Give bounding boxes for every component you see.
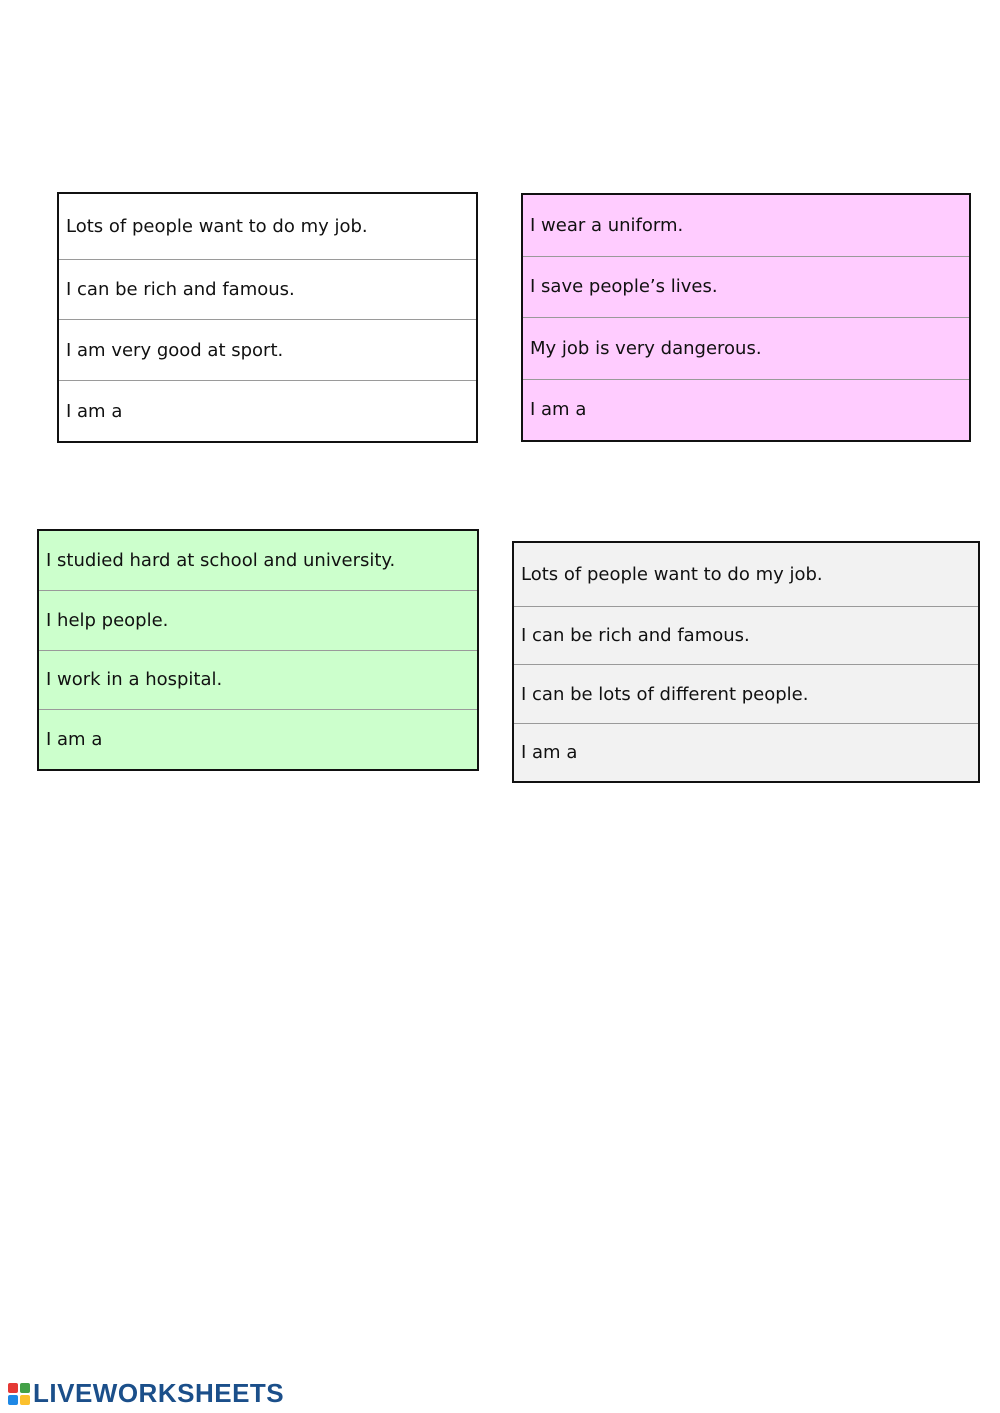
clue-line: I can be lots of different people. [514,665,978,723]
logo-block [8,1383,18,1393]
clue-line: I can be rich and famous. [514,607,978,665]
clue-card-3 [37,529,479,771]
clue-card-1 [57,192,478,443]
clue-line: I wear a uniform. [523,195,969,257]
logo-block [8,1395,18,1405]
clue-line: Lots of people want to do my job. [59,194,476,260]
logo-blocks-icon [8,1383,30,1405]
clue-line: I studied hard at school and university. [39,531,477,591]
clue-line: I can be rich and famous. [59,260,476,321]
clue-line: My job is very dangerous. [523,318,969,380]
logo-text: LIVEWORKSHEETS [33,1378,285,1408]
clue-line: I save people’s lives. [523,257,969,319]
clue-card-2 [521,193,971,442]
clue-line: I help people. [39,591,477,651]
logo-block [20,1395,30,1405]
clue-card-4 [512,541,980,783]
answer-line: I am a [521,741,578,763]
liveworksheets-logo [8,1378,284,1409]
answer-line: I am a [46,729,103,751]
logo-block [20,1383,30,1393]
answer-line: I am a [66,400,123,422]
clue-line: I am very good at sport. [59,320,476,381]
clue-line: Lots of people want to do my job. [514,543,978,607]
answer-line: I am a [530,399,587,421]
clue-line: I work in a hospital. [39,651,477,711]
